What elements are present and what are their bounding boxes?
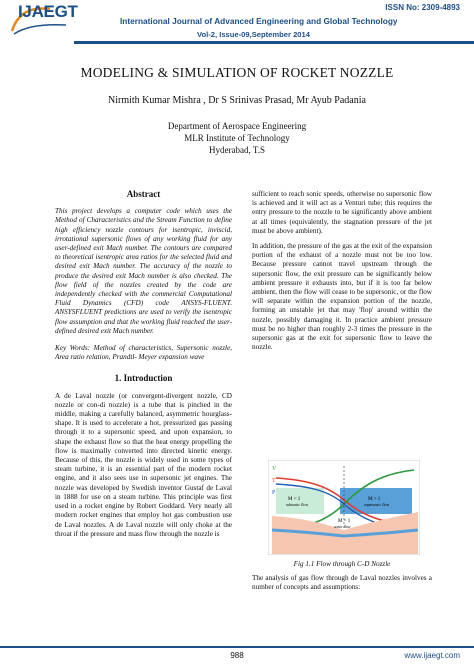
figure-caption: Fig 1.1 Flow through C-D Nozzle <box>293 560 391 568</box>
issn-number: ISSN No: 2309-4893 <box>385 3 460 12</box>
journal-website-link[interactable]: www.ijaegt.com <box>404 651 460 660</box>
journal-header <box>0 0 474 46</box>
paper-authors: Nirmith Kumar Mishra , Dr S Srinivas Prasad, Mr Ayub Padania <box>108 95 366 106</box>
label-sonic: M = 1 <box>338 519 351 524</box>
author-institute: MLR Institute of Technology <box>184 133 290 143</box>
page-number: 988 <box>230 651 244 660</box>
paper-title: MODELING & SIMULATION OF ROCKET NOZZLE <box>80 65 394 80</box>
keywords: Key Words: Method of characteristics, Supersonic nozzle, Area ratio relation, Prandtl- Meyer expansion wave <box>55 344 232 362</box>
label-t: T <box>272 478 276 484</box>
abstract-text: This project develops a computer code which uses the Method of Characteristics and the Stream Function to define high efficiency nozzle contours for isentropic, inviscid, irrotational supersonic flows of any working fluid for any user-defined exit Mach number. The contours are compared to theoretical isentropic area ratios for the selected fluid and desired exit Mach number. The accuracy of the nozzle to produce the desired exit Mach number is also checked. The flow field of the nozzles created by the code are independently checked with the commercial Computational Fluid Dynamics (CFD) code ANSYS-FLUENT. ANSYSFLUENT predictions are used to verify the isentropic flow assumption and that the working fluid reached the user-defined desired exit Mach number. <box>55 207 232 335</box>
intro-text: A de Laval nozzle (or convergent-divergent nozzle, CD nozzle or con-di nozzle) is a tube that is pinched in the middle, making a carefully balanced, asymmetric hourglass-shape. It is used to accelerate a hot, pressurized gas passing through it to a supersonic speed, and upon expansion, to shape the exhaust flow so that the heat energy propelling the flow is maximally converted into directed kinetic energy. Because of this, the nozzle is widely used in some types of steam turbine, it is an essential part of the modern rocket engine, and it also sees use in supersonic jet engines. The nozzle was developed by Swedish inventor Gustaf de Laval in 1888 for use on a steam turbine. This principle was first used in a rocket engine by Robert Goddard. Very nearly all modern rocket engines that employ hot gas combustion use de Laval nozzles. A de Laval nozzle will only choke at the throat if the pressure and mass flow through the nozzle is <box>55 391 232 538</box>
right-column <box>252 190 432 358</box>
label-p: P <box>272 490 276 496</box>
label-subsonic: M < 1 <box>288 497 301 502</box>
label-subsonic-flow: subsonic flow <box>286 502 309 507</box>
label-sonic-flow: sonic flow <box>334 524 351 529</box>
footer-divider <box>0 646 474 648</box>
nozzle-flow-figure <box>268 460 420 555</box>
right-paragraph-1: sufficient to reach sonic speeds, otherwise no supersonic flow is achieved and it will act as a Venturi tube; this requires the entry pressure to the nozzle to be significantly above ambient at all times (equivalently, the stagnation pressure of the jet must be above ambient). <box>252 190 432 235</box>
abstract-heading: Abstract <box>126 189 161 199</box>
label-supersonic-flow: supersonic flow <box>364 502 390 507</box>
journal-logo-text: IJAEGT <box>18 2 78 21</box>
left-column <box>55 190 232 539</box>
journal-name: International Journal of Advanced Engineering and Global Technology <box>120 16 398 26</box>
header-divider <box>74 41 474 44</box>
right-paragraph-2: In addition, the pressure of the gas at the exit of the expansion portion of the exhaust of a nozzle must not be too low. Because pressure cannot travel upstream through the supersonic flow, the exit pressure can be significantly below ambient pressure it exhausts into, but if it is too far below ambient, then the flow will cease to be supersonic, or the flow will separate within the expansion portion of the nozzle, forming an unstable jet that may 'flop' around within the nozzle, possibly damaging it. In practice ambient pressure must be no higher than roughly 2-3 times the pressure in the supersonic gas at the exit for supersonic flow to leave the nozzle. <box>252 242 432 352</box>
label-v: V <box>272 466 277 472</box>
author-department: Department of Aerospace Engineering <box>167 121 307 131</box>
label-supersonic: M > 1 <box>368 497 381 502</box>
post-figure-text: The analysis of gas flow through de Laval nozzles involves a number of concepts and assumptions: <box>252 574 432 592</box>
intro-heading: 1. Introduction <box>114 373 173 384</box>
author-city: Hyderabad, T.S <box>209 145 265 155</box>
journal-volume: Vol-2, Issue-09,September 2014 <box>197 30 310 39</box>
